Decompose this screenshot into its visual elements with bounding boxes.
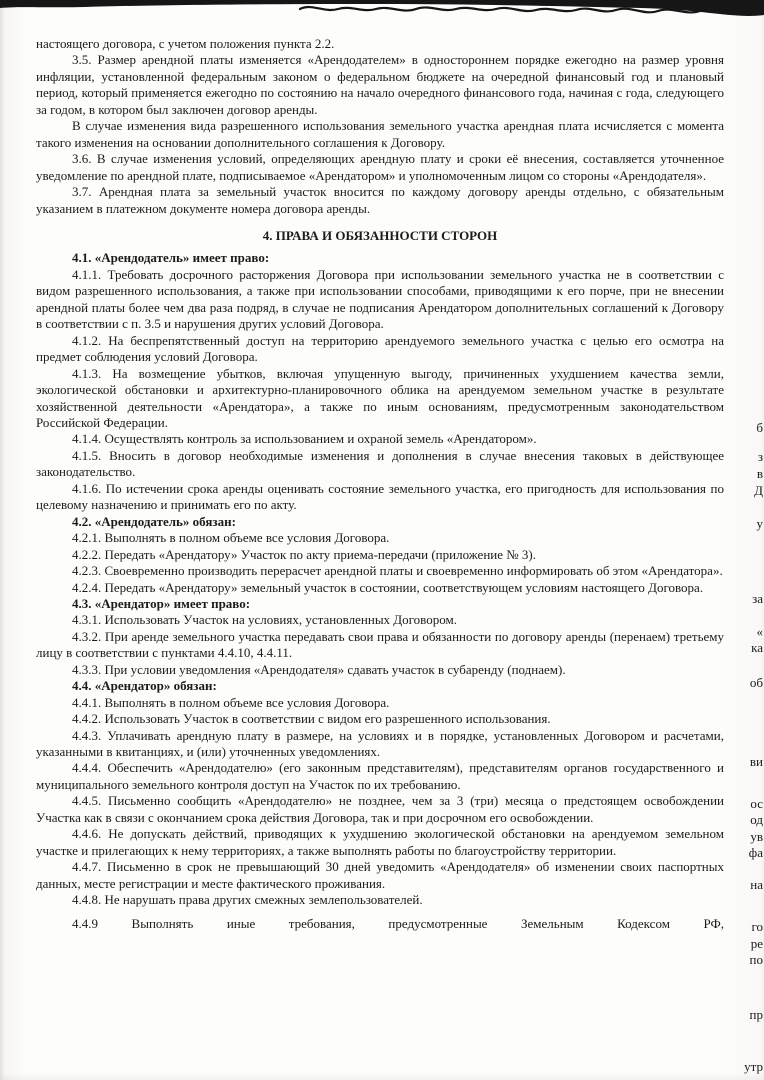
edge-text-fragment: на (750, 877, 763, 892)
paragraph: 4.4.7. Письменно в срок не превышающий 30 дней уведомить «Арендодателя» об изменении своих паспортных данных, месте регистрации и месте фактического проживания. (36, 859, 724, 891)
scan-artifact-top (0, 0, 764, 26)
paragraph: 4.1.5. Вносить в договор необходимые изменения и дополнения в случае внесения таковых в действующее законодательство. (36, 447, 724, 480)
paragraph: 3.6. В случае изменения условий, определяющих арендную плату и сроки её внесения, составляется уточненное уведомление по арендной плате, подписываемое «Арендатором» и уполномоченным лицом со стороны «Арендодателя». (36, 151, 724, 183)
edge-text-fragment: Д (754, 483, 763, 498)
edge-text-fragment: од (750, 812, 763, 827)
edge-text-fragment: го (751, 919, 763, 934)
edge-text-fragment: по (749, 952, 763, 967)
edge-text-fragment: у (756, 516, 763, 531)
edge-text-fragment: об (749, 675, 763, 690)
edge-text-fragment: ре (750, 936, 763, 951)
paragraph: 4.4.3. Уплачивать арендную плату в размере, на условиях и в порядке, установленных Договором и расчетами, указанными в квитанциях, и (или) уточненных уведомлениях. (36, 727, 724, 760)
paragraph: 3.7. Арендная плата за земельный участок вносится по каждому договору аренды отдельно, с обязательным указанием в платежном документе номера договора аренды. (36, 184, 724, 216)
edge-text-fragment: « (756, 624, 763, 639)
paragraph: 4.4.5. Письменно сообщить «Арендодателю» не позднее, чем за 3 (три) месяца о предстоящем освобождении Участка как в связи с окончанием срока действия Договора, так и при досрочном его освобождении. (36, 793, 724, 825)
edge-text-fragment: з (757, 449, 763, 464)
paragraph: 4.3.3. При условии уведомления «Арендодателя» сдавать участок в субаренду (поднаем). (72, 661, 566, 677)
paragraph: 4.2.1. Выполнять в полном объеме все условия Договора. (72, 530, 390, 546)
paragraph: 4.3.2. При аренде земельного участка передавать свои права и обязанности по договору аренды (перенаем) третьему лицу в соответствии с пунктами 4.4.10, 4.4.11. (36, 628, 724, 661)
edge-text-fragment: фа (748, 845, 763, 860)
paragraph: 4.4.2. Использовать Участок в соответствии с видом его разрешенного использования. (72, 711, 551, 727)
paragraph: 4.4.9 Выполнять иные требования, предусмотренные Земельным Кодексом РФ, (72, 915, 724, 931)
edge-text-fragment: утр (744, 1059, 763, 1074)
clause-subheading: 4.2. «Арендодатель» обязан: (72, 513, 236, 529)
edge-text-fragment: ви (749, 754, 763, 769)
paragraph: 4.2.4. Передать «Арендатору» земельный участок в состоянии, соответствующем условиям настоящего Договора. (72, 579, 704, 595)
paragraph: 4.2.3. Своевременно производить перерасчет арендной платы и своевременно информировать об этом «Арендатора». (72, 563, 723, 579)
paragraph: 4.4.8. Не нарушать права других смежных землепользователей. (72, 892, 423, 908)
edge-text-fragment: в (756, 466, 763, 481)
section-heading: 4. ПРАВА И ОБЯЗАННОСТИ СТОРОН (262, 227, 498, 243)
paragraph: 4.1.2. На беспрепятственный доступ на территорию арендуемого земельного участка с целью его осмотра на предмет соблюдения условий Договора. (36, 332, 724, 365)
edge-text-fragment: ув (750, 829, 763, 844)
edge-text-fragment: ос (750, 796, 763, 811)
clause-subheading: 4.1. «Арендодатель» имеет право: (72, 250, 270, 266)
paragraph: В случае изменения вида разрешенного использования земельного участка арендная плата исчисляется с момента такого изменения на основании дополнительного соглашения к Договору. (36, 118, 724, 150)
paragraph: 4.4.6. Не допускать действий, приводящих к ухудшению экологической обстановки на арендуемом земельном участке и прилегающих к нему территориях, а также выполнять работы по благоустройству территории. (36, 826, 724, 858)
paragraph: 4.4.4. Обеспечить «Арендодателю» (его законным представителям), представителям органов государственного и муниципального земельного контроля доступ на Участок по их требованию. (36, 760, 724, 792)
clause-subheading: 4.4. «Арендатор» обязан: (72, 678, 217, 694)
paragraph: настоящего договора, с учетом положения пункта 2.2. (36, 36, 335, 51)
clause-subheading: 4.3. «Арендатор» имеет право: (72, 595, 251, 611)
paragraph: 4.4.1. Выполнять в полном объеме все условия Договора. (72, 694, 390, 710)
paragraph: 4.1.1. Требовать досрочного расторжения Договора при использовании земельного участка не в соответствии с видом разрешенного использования, а также при использовании способами, приводящими к его порче, при не внесении арендной платы более чем два раза подряд, в случае не подписания Арендатором дополнительных соглашений к Договору в соответствии с п. 3.5 и нарушения других условий Договора. (36, 266, 724, 332)
edge-text-fragment: пр (749, 1007, 763, 1022)
document-body (36, 36, 724, 932)
paragraph: 4.1.6. По истечении срока аренды оценивать состояние земельного участка, его пригодность для использования по целевому назначению и принимать его по акту. (36, 480, 724, 513)
paragraph: 4.3.1. Использовать Участок на условиях, установленных Договором. (72, 612, 457, 628)
paragraph: 4.1.4. Осуществлять контроль за использованием и охраной земель «Арендатором». (72, 431, 537, 447)
edge-text-fragment: б (756, 420, 763, 435)
edge-text-fragment: ка (751, 640, 763, 655)
edge-text-fragment: за (752, 591, 763, 606)
paragraph: 4.1.3. На возмещение убытков, включая упущенную выгоду, причиненных ухудшением качества земли, экологической обстановки и архитектурно-планировочного облика на арендуемом земельном участке в результате хозяйственной деятельности «Арендатора», а также по иным основаниям, предусмотренным законодательством Российской Федерации. (36, 365, 724, 430)
paragraph: 3.5. Размер арендной платы изменяется «Арендодателем» в одностороннем порядке ежегодно на размер уровня инфляции, установленной федеральным законом о федеральном бюджете на очередной финансовый год и плановый период, который применяется ежегодно по состоянию на начало очередного финансового года, начиная с года, следующего за годом, в котором был заключен договор аренды. (36, 52, 724, 117)
paragraph: 4.2.2. Передать «Арендатору» Участок по акту приема-передачи (приложение № 3). (72, 546, 536, 562)
